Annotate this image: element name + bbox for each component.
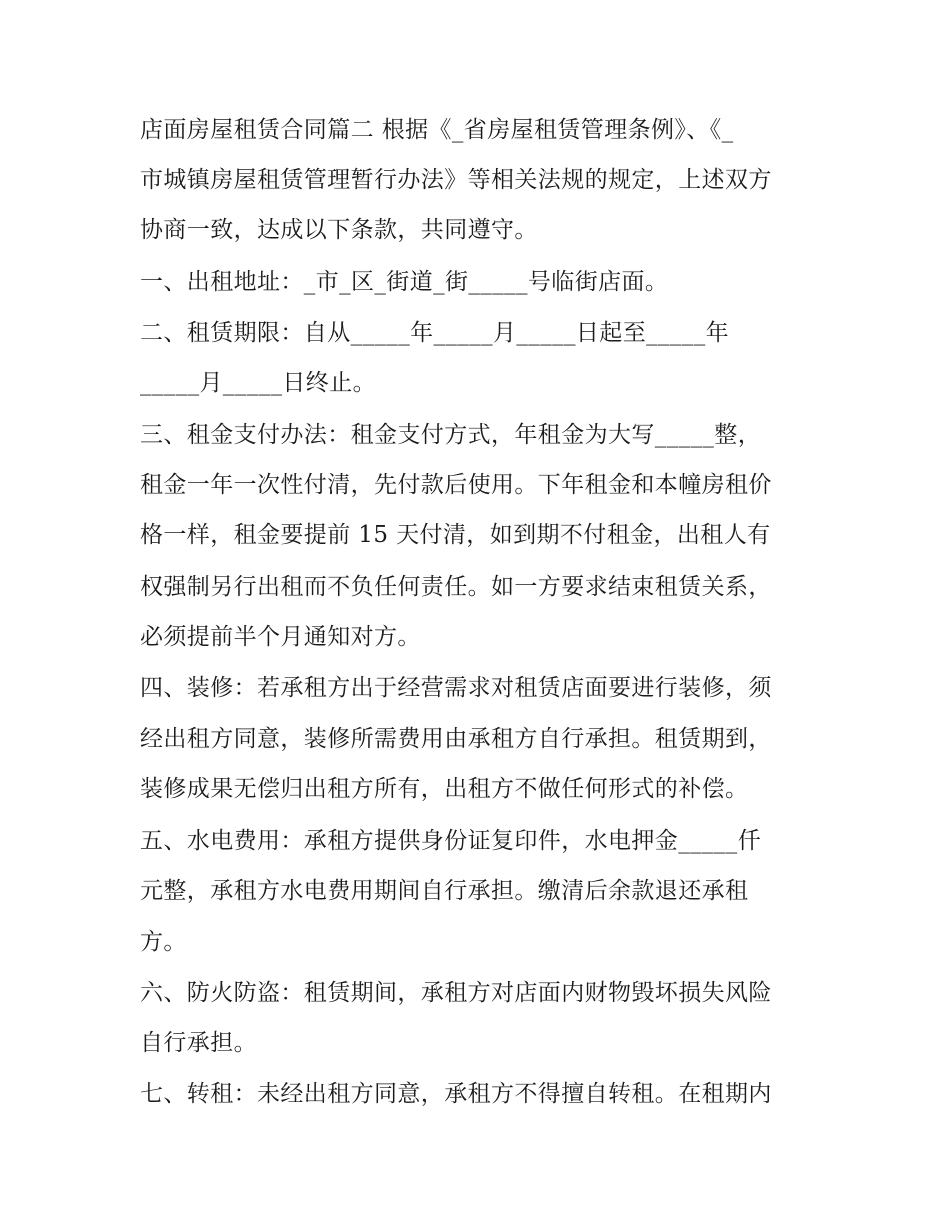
clause-6-security-line-2: 自行承担。 bbox=[140, 1030, 257, 1056]
clause-3-rent-line-1: 三、租金支付办法：租金支付方式，年租金为大写_____整， bbox=[140, 422, 762, 448]
clause-5-utilities-line-3: 方。 bbox=[140, 929, 187, 955]
clause-2-term-line-2: _____月_____日终止。 bbox=[140, 370, 376, 396]
contract-intro-line-1: 店面房屋租赁合同篇二 根据《_省房屋租赁管理条例》、《_ bbox=[140, 117, 734, 143]
clause-2-term-line-1: 二、租赁期限：自从_____年_____月_____日起至_____年 bbox=[140, 320, 729, 346]
clause-3-rent-line-5: 必须提前半个月通知对方。 bbox=[140, 624, 421, 650]
contract-intro-line-3: 协商一致，达成以下条款，共同遵守。 bbox=[140, 217, 538, 243]
clause-3-rent-line-4: 权强制另行出租而不负任何责任。如一方要求结束租赁关系， bbox=[140, 574, 772, 600]
clause-5-utilities-line-1: 五、水电费用：承租方提供身份证复印件，水电押金_____仟 bbox=[140, 828, 762, 854]
clause-7-sublease-line-1: 七、转租：未经出租方同意，承租方不得擅自转租。在租期内 bbox=[140, 1081, 772, 1107]
clause-3-rent-line-2: 租金一年一次性付清，先付款后使用。下年租金和本幢房租价 bbox=[140, 472, 772, 498]
clause-4-renovation-line-3: 装修成果无偿归出租方所有，出租方不做任何形式的补偿。 bbox=[140, 776, 749, 802]
clause-5-utilities-line-2: 元整，承租方水电费用期间自行承担。缴清后余款退还承租 bbox=[140, 878, 749, 904]
clause-3-rent-line-3: 格一样，租金要提前 15 天付清，如到期不付租金，出租人有 bbox=[140, 522, 771, 548]
clause-4-renovation-line-2: 经出租方同意，装修所需费用由承租方自行承担。租赁期到， bbox=[140, 726, 772, 752]
contract-intro-line-2: 市城镇房屋租赁管理暂行办法》等相关法规的规定，上述双方 bbox=[140, 167, 772, 193]
clause-4-renovation-line-1: 四、装修：若承租方出于经营需求对租赁店面要进行装修，须 bbox=[140, 675, 772, 701]
clause-6-security-line-1: 六、防火防盗：租赁期间，承租方对店面内财物毁坏损失风险 bbox=[140, 980, 772, 1006]
clause-1-address: 一、出租地址：_市_区_街道_街_____号临街店面。 bbox=[140, 269, 669, 295]
